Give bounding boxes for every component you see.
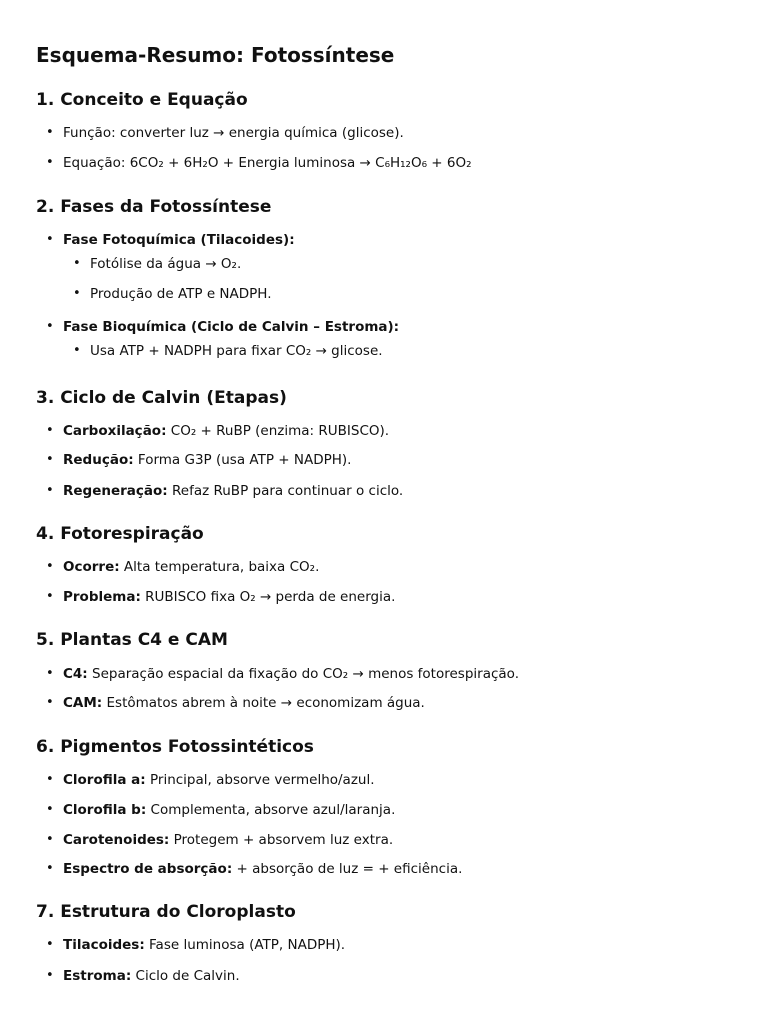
section-heading: 3. Ciclo de Calvin (Etapas) — [36, 388, 287, 408]
bullet-icon: • — [46, 319, 54, 334]
bullet-icon: • — [46, 155, 54, 170]
list-item — [46, 559, 320, 575]
item-label: Fase Bioquímica (Ciclo de Calvin – Estroma): — [63, 319, 400, 335]
item-text: Complementa, absorve azul/laranja. — [150, 802, 396, 818]
list-item — [46, 232, 295, 248]
item-text: Alta temperatura, baixa CO₂. — [123, 559, 320, 575]
bullet-icon: • — [46, 666, 54, 681]
bullet-icon: • — [46, 589, 54, 604]
bullet-icon: • — [46, 452, 54, 467]
item-text: Ciclo de Calvin. — [135, 968, 240, 984]
bullet-icon: • — [73, 256, 81, 271]
item-label: Estroma: — [63, 968, 132, 984]
bullet-icon: • — [46, 772, 54, 787]
sub-list-item — [73, 286, 272, 302]
item-label: C4: — [63, 666, 88, 682]
list-item — [46, 832, 394, 848]
list-item — [46, 155, 472, 171]
bullet-icon: • — [46, 125, 54, 140]
list-item — [46, 861, 463, 877]
bullet-icon: • — [73, 343, 81, 358]
list-item — [46, 666, 519, 682]
item-text: Forma G3P (usa ATP + NADPH). — [137, 452, 352, 468]
sub-list-item — [73, 256, 242, 272]
item-label: Redução: — [63, 452, 134, 468]
item-text: + absorção de luz = + eficiência. — [236, 861, 463, 877]
list-item — [46, 772, 375, 788]
bullet-icon: • — [46, 937, 54, 952]
item-label: Clorofila a: — [63, 772, 146, 788]
item-label: Fase Fotoquímica (Tilacoides): — [63, 232, 295, 248]
bullet-icon: • — [46, 559, 54, 574]
section-heading: 1. Conceito e Equação — [36, 90, 248, 110]
item-text: CO₂ + RuBP (enzima: RUBISCO). — [170, 423, 390, 439]
item-text: Equação: 6CO₂ + 6H₂O + Energia luminosa → C₆H₁₂O₆ + 6O₂ — [63, 155, 472, 171]
bullet-icon: • — [46, 695, 54, 710]
item-text: RUBISCO fixa O₂ → perda de energia. — [145, 589, 396, 605]
bullet-icon: • — [46, 832, 54, 847]
section-heading: 5. Plantas C4 e CAM — [36, 630, 228, 650]
list-item — [46, 802, 396, 818]
bullet-icon: • — [46, 483, 54, 498]
bullet-icon: • — [46, 232, 54, 247]
list-item — [46, 695, 425, 711]
list-item — [46, 968, 240, 984]
bullet-icon: • — [46, 968, 54, 983]
item-text: Principal, absorve vermelho/azul. — [150, 772, 375, 788]
item-label: Carboxilação: — [63, 423, 167, 439]
list-item — [46, 319, 400, 335]
bullet-icon: • — [46, 861, 54, 876]
list-item — [46, 937, 346, 953]
item-text: Separação espacial da fixação do CO₂ → menos fotorespiração. — [92, 666, 519, 682]
list-item — [46, 589, 396, 605]
section-heading: 2. Fases da Fotossíntese — [36, 197, 272, 217]
document-title: Esquema-Resumo: Fotossíntese — [36, 43, 395, 67]
item-text: Fase luminosa (ATP, NADPH). — [149, 937, 346, 953]
item-text: Fotólise da água → O₂. — [90, 256, 242, 272]
item-text: Estômatos abrem à noite → economizam água. — [106, 695, 425, 711]
sub-list-item — [73, 343, 383, 359]
item-label: Tilacoides: — [63, 937, 145, 953]
section-heading: 6. Pigmentos Fotossintéticos — [36, 737, 314, 757]
section-heading: 4. Fotorespiração — [36, 524, 204, 544]
list-item — [46, 452, 352, 468]
list-item — [46, 423, 390, 439]
item-label: Espectro de absorção: — [63, 861, 233, 877]
bullet-icon: • — [46, 802, 54, 817]
list-item — [46, 125, 404, 141]
item-label: Regeneração: — [63, 483, 168, 499]
item-label: Clorofila b: — [63, 802, 147, 818]
item-text: Usa ATP + NADPH para fixar CO₂ → glicose. — [90, 343, 383, 359]
item-text: Função: converter luz → energia química (glicose). — [63, 125, 404, 141]
item-label: Carotenoides: — [63, 832, 170, 848]
bullet-icon: • — [73, 286, 81, 301]
bullet-icon: • — [46, 423, 54, 438]
section-heading: 7. Estrutura do Cloroplasto — [36, 902, 296, 922]
item-text: Protegem + absorvem luz extra. — [173, 832, 394, 848]
item-text: Produção de ATP e NADPH. — [90, 286, 272, 302]
item-label: Problema: — [63, 589, 141, 605]
item-text: Refaz RuBP para continuar o ciclo. — [172, 483, 404, 499]
item-label: Ocorre: — [63, 559, 120, 575]
list-item — [46, 483, 404, 499]
item-label: CAM: — [63, 695, 103, 711]
